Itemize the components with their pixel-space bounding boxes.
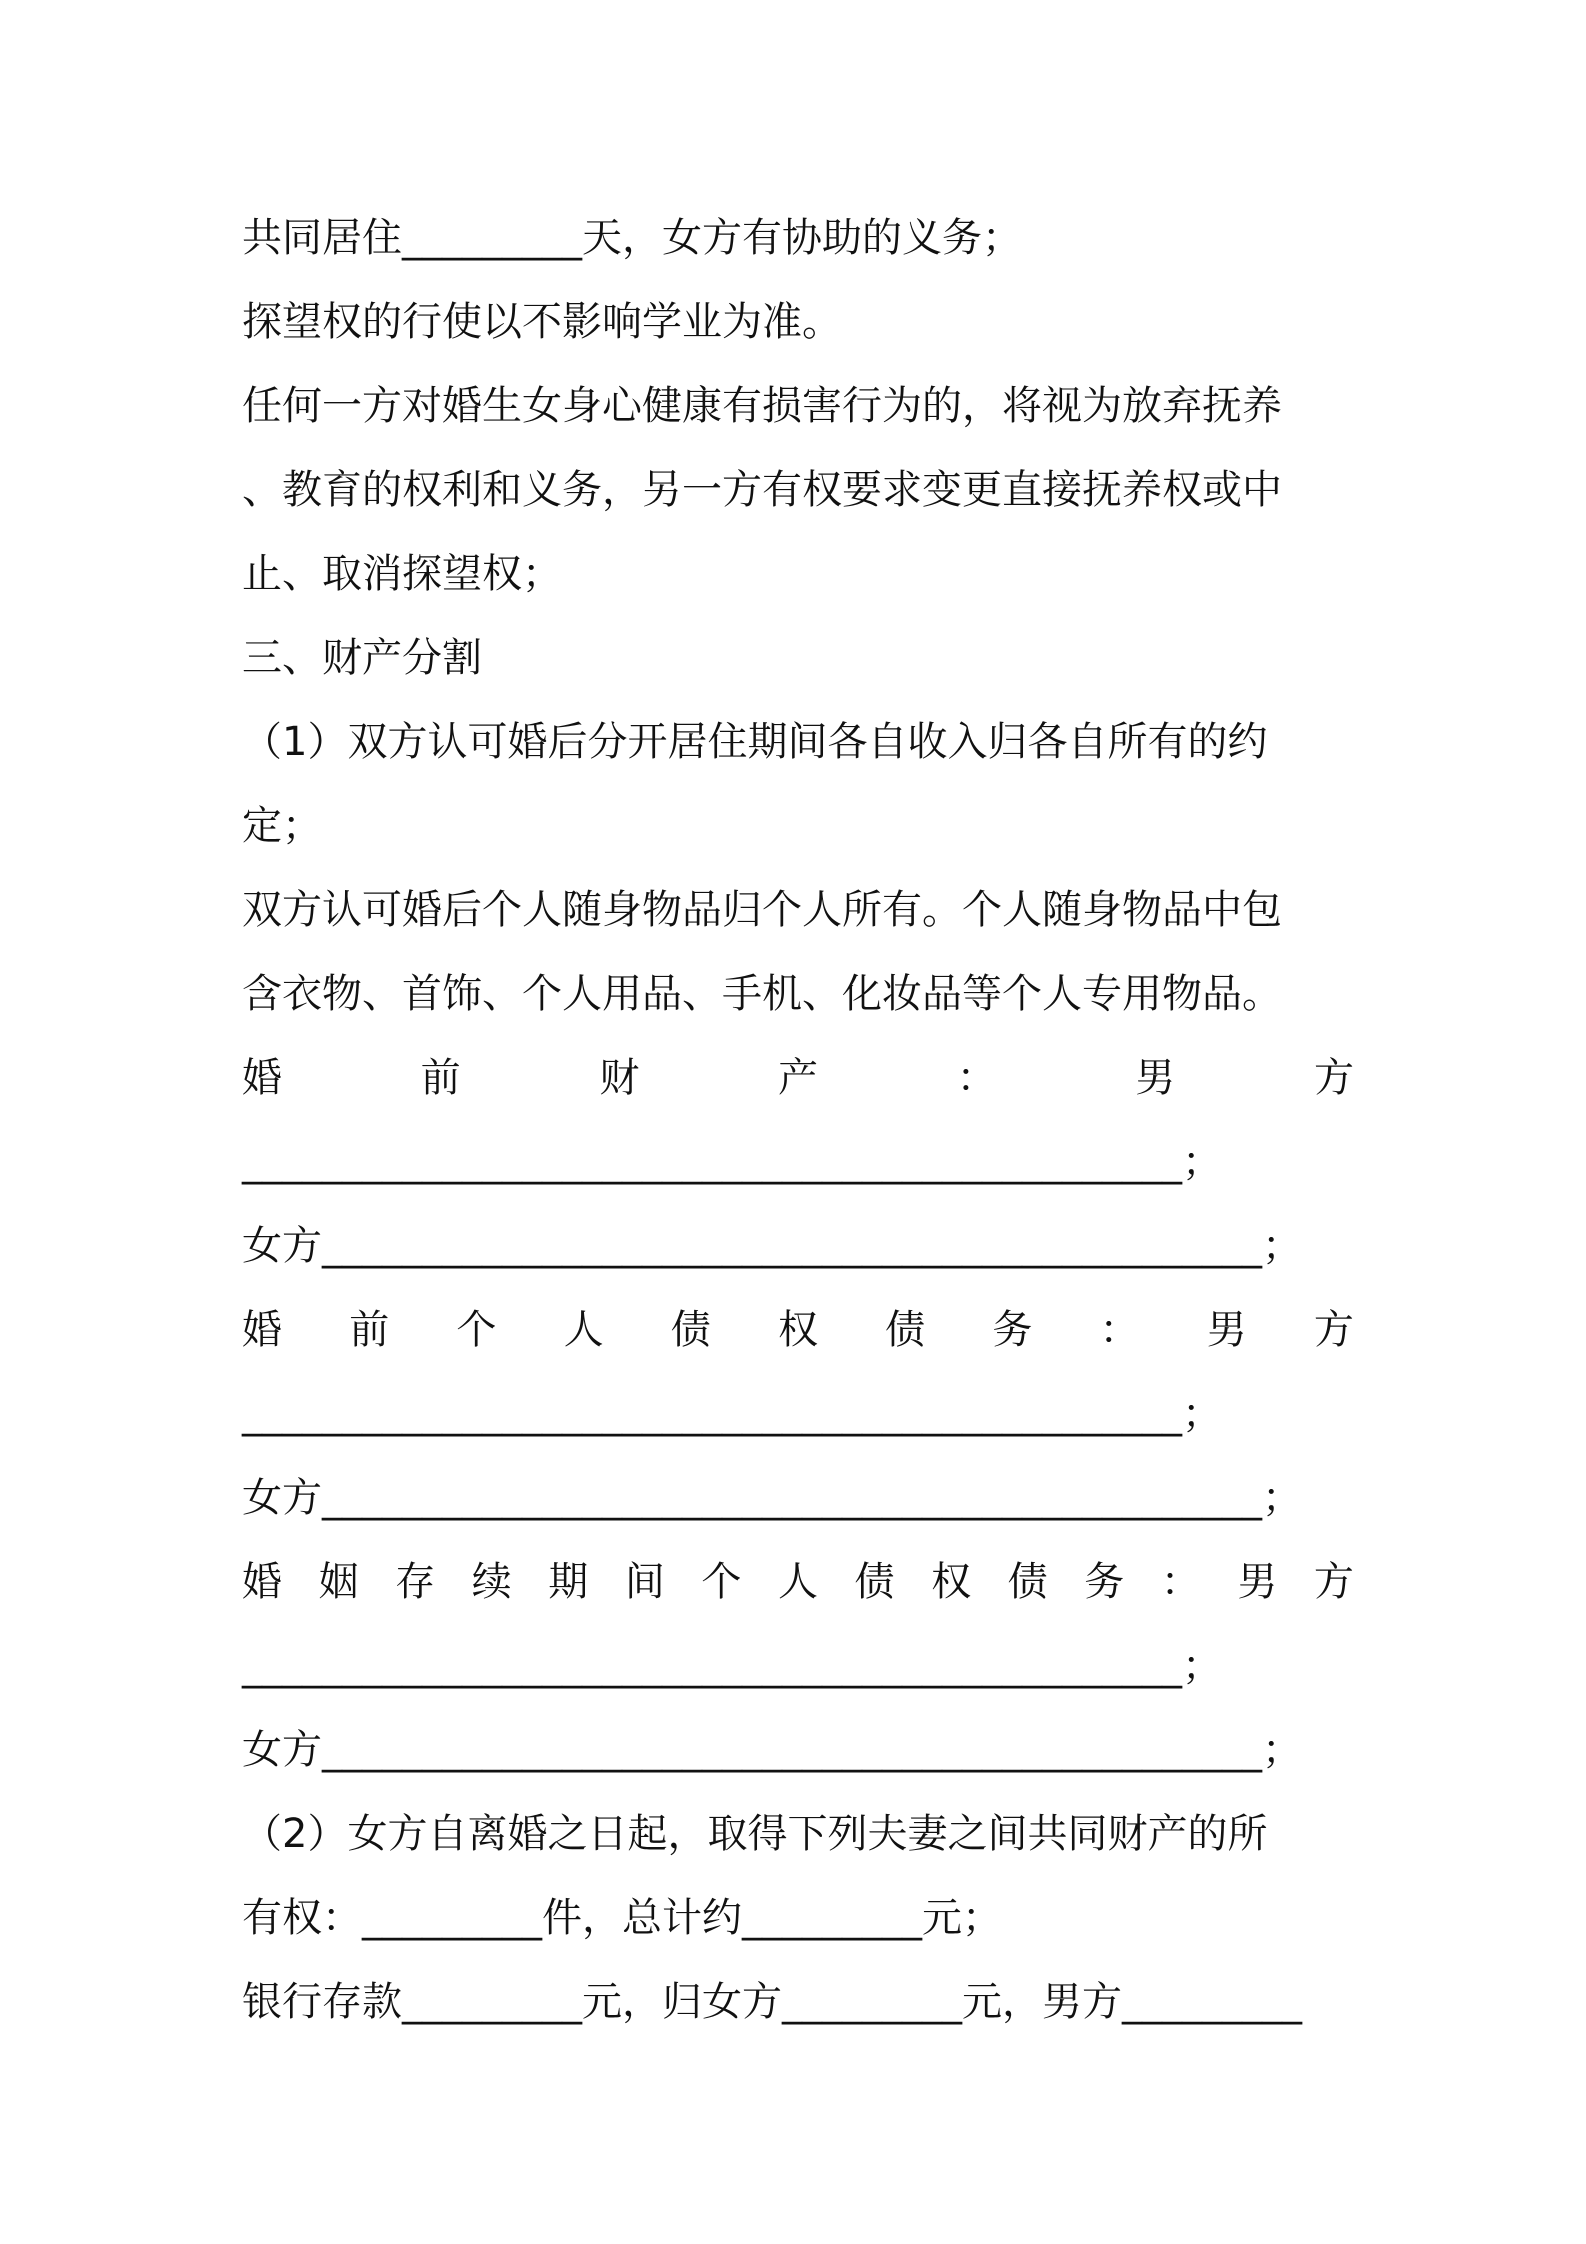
spread-char: 姻 xyxy=(318,1559,359,1605)
blank-line-male-marital-debts: _______________________________________________； xyxy=(242,1643,1222,1689)
spread-char: 婚 xyxy=(242,1307,282,1353)
spread-char: 人 xyxy=(777,1559,818,1605)
spread-char: 债 xyxy=(670,1307,711,1353)
spread-char: ： xyxy=(956,1055,997,1101)
text-line-marital-debts xyxy=(242,1540,1354,1624)
text-line-harm-clause-1: 任何一方对婚生女身心健康有损害行为的，将视为放弃抚养 xyxy=(242,383,1282,429)
blank-line-male-premarital-property: _______________________________________________； xyxy=(242,1139,1222,1185)
spread-char: 间 xyxy=(624,1559,665,1605)
spread-char: ： xyxy=(1099,1307,1140,1353)
document-body xyxy=(242,196,1354,2044)
spread-char: 婚 xyxy=(242,1559,282,1605)
spread-char: 个 xyxy=(456,1307,497,1353)
spread-char: 续 xyxy=(471,1559,512,1605)
text-line-premarital-debts xyxy=(242,1288,1354,1372)
text-line-visitation-rule: 探望权的行使以不影响学业为准。 xyxy=(242,299,842,345)
spread-char: 产 xyxy=(777,1055,818,1101)
text-line-income-clause-2: 定； xyxy=(242,803,322,849)
spread-char: 方 xyxy=(1313,1055,1354,1101)
text-line-cohabit-days: 共同居住_________天，女方有协助的义务； xyxy=(242,215,1022,261)
spread-char: ： xyxy=(1160,1559,1201,1605)
text-line-joint-property-1: （2）女方自离婚之日起，取得下列夫妻之间共同财产的所 xyxy=(242,1811,1268,1857)
spread-char: 个 xyxy=(701,1559,742,1605)
spread-char: 方 xyxy=(1313,1559,1354,1605)
spread-char: 男 xyxy=(1206,1307,1247,1353)
spread-char: 方 xyxy=(1313,1307,1354,1353)
spread-char: 务 xyxy=(992,1307,1033,1353)
spread-char: 前 xyxy=(420,1055,461,1101)
blank-line-male-premarital-debts: _______________________________________________； xyxy=(242,1391,1222,1437)
spread-char: 男 xyxy=(1237,1559,1278,1605)
spread-char: 债 xyxy=(854,1559,895,1605)
blank-line-female-premarital-property: 女方_______________________________________________； xyxy=(242,1223,1302,1269)
spread-char: 期 xyxy=(548,1559,589,1605)
text-line-income-clause-1: （1）双方认可婚后分开居住期间各自收入归各自所有的约 xyxy=(242,719,1268,765)
spread-char: 财 xyxy=(599,1055,640,1101)
text-line-joint-property-2: 有权：_________件，总计约_________元； xyxy=(242,1895,1002,1941)
spread-char: 人 xyxy=(563,1307,604,1353)
spread-char: 权 xyxy=(931,1559,972,1605)
blank-line-female-marital-debts: 女方_______________________________________________； xyxy=(242,1727,1302,1773)
spread-char: 债 xyxy=(885,1307,926,1353)
spread-char: 婚 xyxy=(242,1055,282,1101)
spread-char: 务 xyxy=(1084,1559,1125,1605)
text-line-harm-clause-3: 止、取消探望权； xyxy=(242,551,562,597)
text-line-personal-items-2: 含衣物、首饰、个人用品、手机、化妆品等个人专用物品。 xyxy=(242,971,1282,1017)
spread-char: 男 xyxy=(1135,1055,1176,1101)
text-line-personal-items-1: 双方认可婚后个人随身物品归个人所有。个人随身物品中包 xyxy=(242,887,1282,933)
section-heading-property-division: 三、财产分割 xyxy=(242,635,482,681)
blank-line-female-premarital-debts: 女方_______________________________________________； xyxy=(242,1475,1302,1521)
spread-char: 前 xyxy=(349,1307,390,1353)
spread-char: 权 xyxy=(777,1307,818,1353)
spread-char: 存 xyxy=(395,1559,436,1605)
text-line-harm-clause-2: 、教育的权利和义务，另一方有权要求变更直接抚养权或中 xyxy=(242,467,1282,513)
text-line-premarital-property xyxy=(242,1036,1354,1120)
text-line-bank-deposit: 银行存款_________元，归女方_________元，男方_________ xyxy=(242,1979,1302,2025)
spread-char: 债 xyxy=(1007,1559,1048,1605)
